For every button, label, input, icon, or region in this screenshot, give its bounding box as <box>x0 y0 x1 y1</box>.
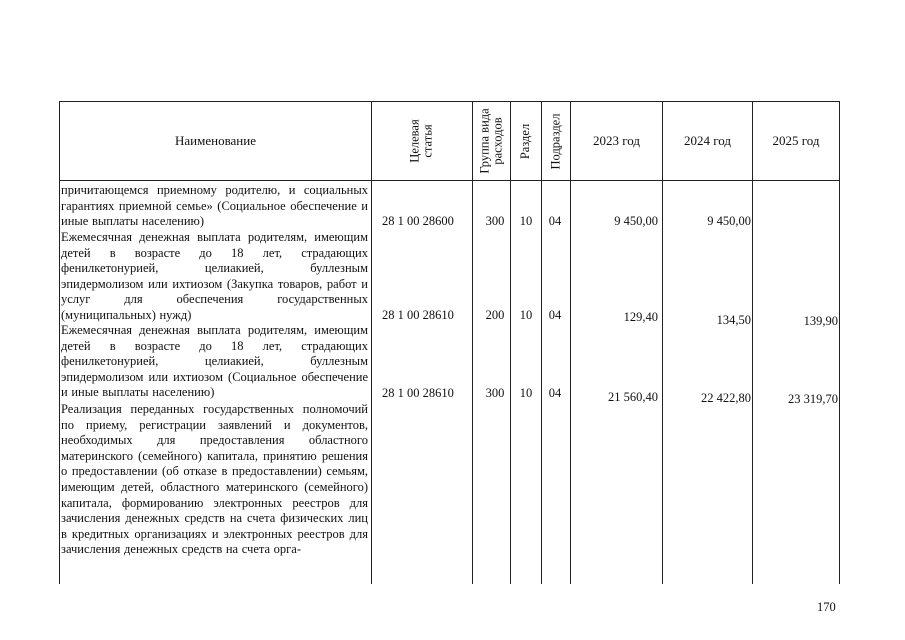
row-subsection: 04 <box>548 308 562 322</box>
row-section: 10 <box>519 308 533 322</box>
row-expense-group: 200 <box>485 308 505 322</box>
row-expense-group: 300 <box>485 214 505 228</box>
header-name: Наименование <box>175 133 256 148</box>
row-target-article: 28 1 00 28610 <box>382 386 454 400</box>
row-name: Реализация переданных государственных полномочий по приему, регистрации заявлений и документов, необходимых для предоставления областного материнского (семейного) капитала, принятию решения о предоставлении (об отказе в предоставлении) семьям, имеющим детей, областного материнского (семейного) капитала, формированию электронных реестров для зачисления денежных средств на счета физических лиц в кредитных организациях и электронных реестров для зачисления денежных средств на счета орга- <box>61 402 368 557</box>
row-value-2024: 134,50 <box>716 313 751 327</box>
page-number: 170 <box>817 600 836 614</box>
row-target-article: 28 1 00 28610 <box>382 308 454 322</box>
header-expense-group: Группа вида расходов <box>477 108 505 174</box>
row-value-2025: 23 319,70 <box>788 392 838 406</box>
row-value-2023: 9 450,00 <box>614 214 658 228</box>
row-target-article: 28 1 00 28600 <box>382 214 454 228</box>
row-value-2023: 129,40 <box>623 310 658 324</box>
header-year-2024: 2024 год <box>684 133 731 148</box>
header-subsection: Подраздел <box>548 113 563 169</box>
row-section: 10 <box>519 386 533 400</box>
header-year-2025: 2025 год <box>772 133 820 148</box>
row-value-2024: 9 450,00 <box>707 214 751 228</box>
row-subsection: 04 <box>548 214 562 228</box>
row-value-2025: 139,90 <box>803 314 838 328</box>
row-name: причитающемся приемному родителю, и социальных гарантиях приемной семье» (Социальное обеспечение и иные выплаты населению) <box>61 183 368 229</box>
row-value-2023: 21 560,40 <box>608 390 658 404</box>
row-expense-group: 300 <box>485 386 505 400</box>
row-value-2024: 22 422,80 <box>701 391 751 405</box>
header-section: Раздел <box>518 123 533 159</box>
row-subsection: 04 <box>548 386 562 400</box>
header-year-2023: 2023 год <box>593 133 640 148</box>
row-section: 10 <box>519 214 533 228</box>
row-name: Ежемесячная денежная выплата родителям, имеющим детей в возрасте до 18 лет, страдающих фенилкетонурией, целиакией, буллезным эпидермолизом или ихтиозом (Закупка товаров, работ и услуг для обеспечения государственных (муниципальных) нужд) <box>61 230 368 322</box>
table-header-border <box>59 180 839 181</box>
row-name: Ежемесячная денежная выплата родителям, имеющим детей в возрасте до 18 лет, страдающих фенилкетонурией, целиакией, буллезным эпидермолизом или ихтиозом (Социальное обеспечение и иные выплаты населению) <box>61 323 368 400</box>
header-target-article: Целевая статья <box>408 119 435 163</box>
table-border <box>839 101 840 584</box>
